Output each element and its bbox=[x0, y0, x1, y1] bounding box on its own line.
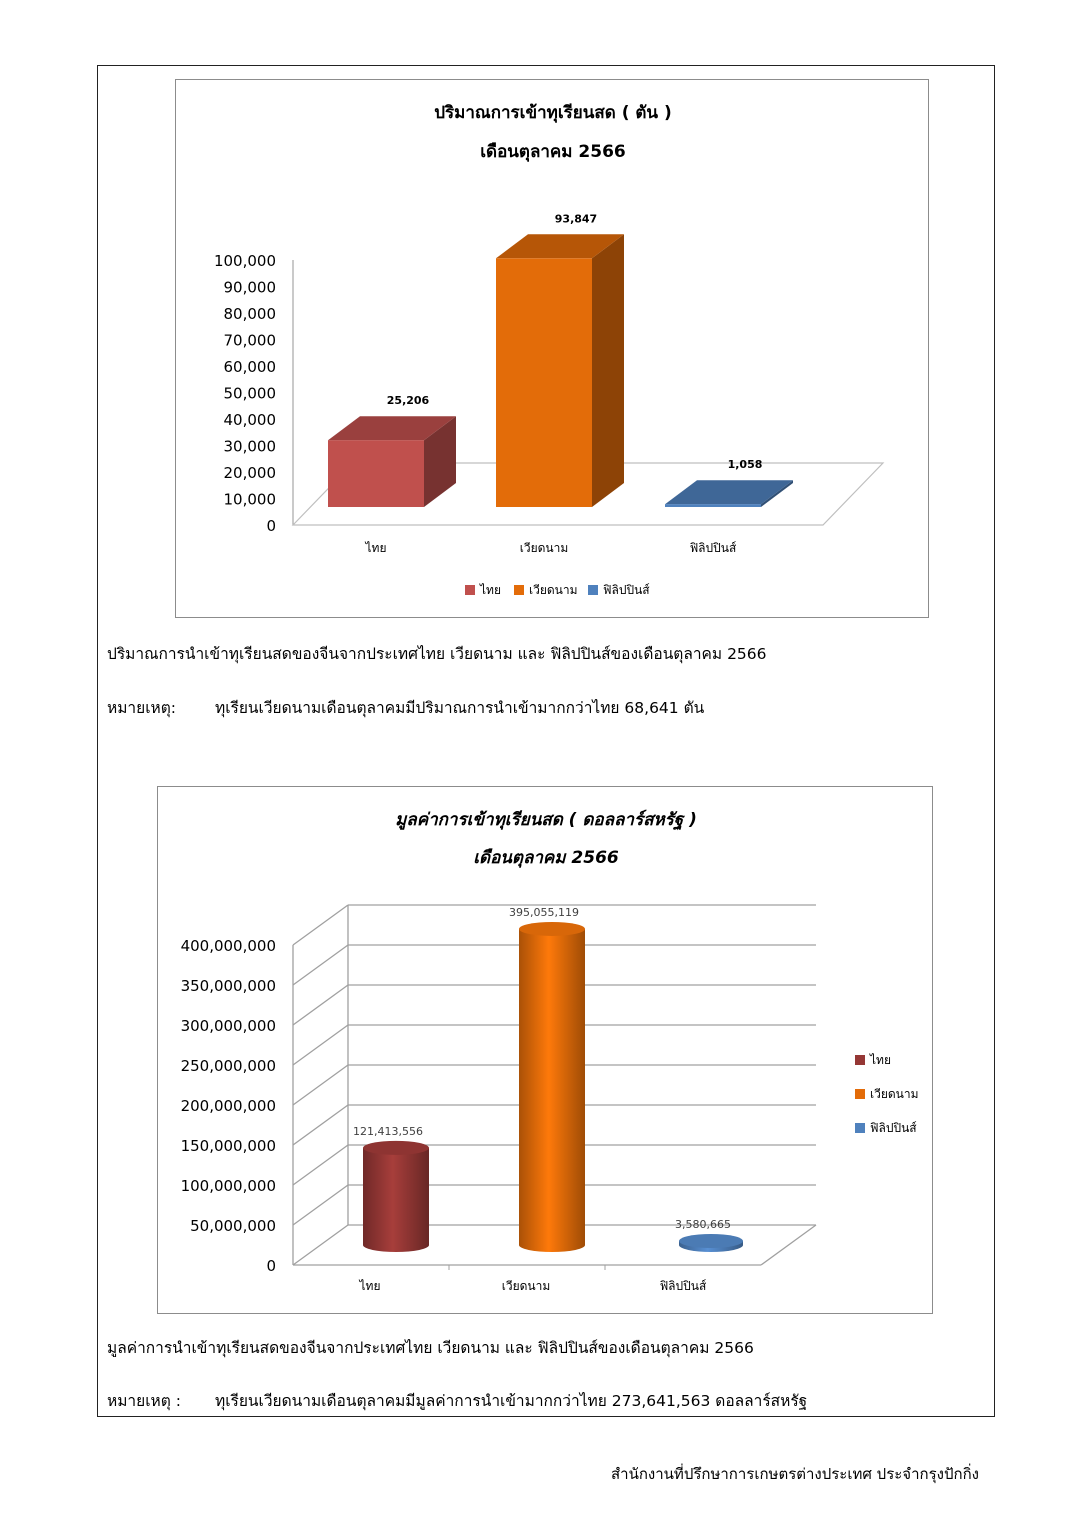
chart1-x-tick: ไทย bbox=[365, 541, 387, 555]
value-note-text: ทุเรียนเวียดนามเดือนตุลาคมมีมูลค่าการนำเข้ามากกว่าไทย 273,641,563 ดอลลาร์สหรัฐ bbox=[215, 1392, 808, 1410]
chart2-subtitle: เดือนตุลาคม 2566 bbox=[473, 848, 619, 868]
chart2-y-tick: 100,000,000 bbox=[180, 1177, 276, 1195]
value-caption: มูลค่าการนำเข้าทุเรียนสดของจีนจากประเทศไทย เวียดนาม และ ฟิลิปปินส์ของเดือนตุลาคม 2566 bbox=[107, 1339, 754, 1357]
chart1-bar-top bbox=[665, 480, 793, 504]
chart2-x-tick: ฟิลิปปินส์ bbox=[659, 1279, 707, 1293]
chart2-y-tick: 0 bbox=[266, 1257, 276, 1275]
chart2-data-label: 395,055,119 bbox=[509, 905, 579, 919]
chart2-grid-connector bbox=[293, 945, 348, 985]
chart1-data-label: 25,206 bbox=[386, 394, 430, 408]
chart1-data-label: 1,058 bbox=[727, 458, 763, 472]
volume-note bbox=[107, 695, 704, 720]
chart1-legend-label: ฟิลิปปินส์ bbox=[603, 583, 650, 597]
chart2-legend-swatch bbox=[855, 1055, 865, 1065]
chart2-y-tick: 200,000,000 bbox=[180, 1097, 276, 1115]
chart2-bar-top bbox=[363, 1141, 429, 1155]
chart1-y-tick: 20,000 bbox=[223, 464, 276, 482]
chart2-legend-label: เวียดนาม bbox=[870, 1087, 919, 1101]
chart1-y-tick: 50,000 bbox=[223, 384, 276, 403]
chart1-title: ปริมาณการเข้าทุเรียนสด ( ตัน ) bbox=[434, 103, 672, 123]
chart2-x-tick: เวียดนาม bbox=[501, 1279, 551, 1293]
chart2-grid-connector bbox=[293, 1105, 348, 1145]
chart1-bar bbox=[328, 440, 424, 507]
chart1-legend-label: เวียดนาม bbox=[529, 583, 578, 597]
chart2-grid-connector bbox=[293, 1185, 348, 1225]
chart2-y-tick: 250,000,000 bbox=[180, 1057, 276, 1075]
chart2-floor-edge bbox=[761, 1225, 816, 1265]
chart2-y-tick: 400,000,000 bbox=[180, 937, 276, 955]
chart2-grid-connector bbox=[293, 905, 348, 945]
chart1-y-tick: 40,000 bbox=[223, 411, 276, 429]
chart2-legend-label: ไทย bbox=[870, 1053, 891, 1067]
chart2-y-tick: 350,000,000 bbox=[180, 977, 276, 995]
chart1-bar-side bbox=[592, 234, 624, 507]
volume-chart bbox=[175, 79, 929, 618]
chart1-bar bbox=[496, 258, 592, 507]
chart2-grid-connector bbox=[293, 1145, 348, 1185]
chart1-x-tick: เวียดนาม bbox=[519, 541, 569, 555]
chart2-legend-label: ฟิลิปปินส์ bbox=[870, 1121, 917, 1135]
chart2-bar-top bbox=[679, 1234, 743, 1248]
chart1-y-tick: 90,000 bbox=[223, 278, 276, 297]
volume-caption: ปริมาณการนำเข้าทุเรียนสดของจีนจากประเทศไทย เวียดนาม และ ฟิลิปปินส์ของเดือนตุลาคม 2566 bbox=[107, 645, 767, 663]
chart2-bar bbox=[363, 1148, 429, 1252]
chart1-legend-swatch bbox=[588, 585, 598, 595]
chart1-legend-label: ไทย bbox=[480, 583, 501, 597]
chart2-y-tick: 50,000,000 bbox=[190, 1217, 276, 1235]
chart2-grid-connector bbox=[293, 1225, 348, 1265]
volume-chart-svg bbox=[176, 80, 930, 619]
chart2-data-label: 121,413,556 bbox=[353, 1124, 423, 1138]
chart2-grid-connector bbox=[293, 1025, 348, 1065]
chart1-y-tick: 100,000 bbox=[213, 252, 276, 270]
chart1-y-tick: 60,000 bbox=[223, 358, 276, 376]
chart1-y-tick: 10,000 bbox=[223, 490, 276, 509]
chart2-legend-swatch bbox=[855, 1089, 865, 1099]
chart2-bar bbox=[519, 929, 585, 1252]
chart1-y-tick: 70,000 bbox=[223, 331, 276, 350]
chart1-legend-swatch bbox=[465, 585, 475, 595]
chart2-grid-connector bbox=[293, 985, 348, 1025]
chart1-y-tick: 0 bbox=[266, 517, 276, 535]
volume-note-text: ทุเรียนเวียดนามเดือนตุลาคมมีปริมาณการนำเข้ามากกว่าไทย 68,641 ตัน bbox=[215, 699, 705, 717]
chart1-y-tick: 80,000 bbox=[223, 305, 276, 323]
chart1-data-label: 93,847 bbox=[554, 212, 598, 226]
value-note bbox=[107, 1388, 807, 1413]
chart2-y-tick: 150,000,000 bbox=[180, 1137, 276, 1155]
value-chart bbox=[157, 786, 933, 1314]
chart2-legend-swatch bbox=[855, 1123, 865, 1133]
chart1-legend-swatch bbox=[514, 585, 524, 595]
footer-office: สำนักงานที่ปรึกษาการเกษตรต่างประเทศ ประจำกรุงปักกิ่ง bbox=[611, 1465, 979, 1483]
chart2-bar-top bbox=[519, 922, 585, 936]
chart2-y-tick: 300,000,000 bbox=[180, 1017, 276, 1035]
chart1-subtitle: เดือนตุลาคม 2566 bbox=[480, 142, 626, 162]
chart2-data-label: 3,580,665 bbox=[675, 1218, 731, 1231]
value-chart-svg bbox=[158, 787, 934, 1315]
volume-note-label: หมายเหตุ: bbox=[107, 699, 177, 717]
value-note-label: หมายเหตุ : bbox=[107, 1392, 181, 1410]
chart2-x-tick: ไทย bbox=[359, 1279, 381, 1293]
chart1-bar bbox=[665, 504, 761, 507]
chart2-grid-connector bbox=[293, 1065, 348, 1105]
chart1-y-tick: 30,000 bbox=[223, 437, 276, 456]
chart2-title: มูลค่าการเข้าทุเรียนสด ( ดอลลาร์สหรัฐ ) bbox=[395, 810, 697, 830]
chart1-x-tick: ฟิลิปปินส์ bbox=[689, 541, 737, 555]
